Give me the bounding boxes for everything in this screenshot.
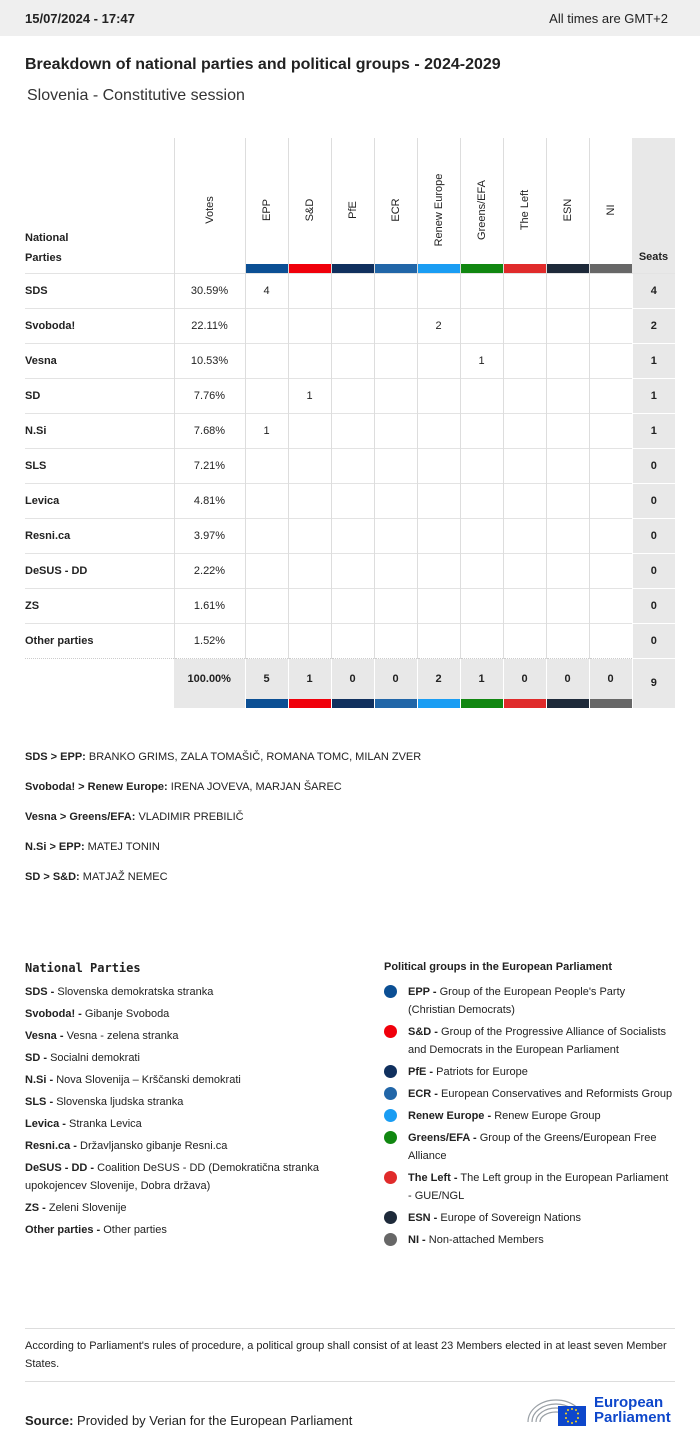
party-name: Levica xyxy=(25,483,174,518)
group-seat-cell xyxy=(503,343,546,378)
group-legend-item: Renew Europe - Renew Europe Group xyxy=(384,1107,674,1125)
party-votes: 2.22% xyxy=(174,553,245,588)
group-seat-cell: 1 xyxy=(460,343,503,378)
group-color-bar xyxy=(547,264,589,273)
assignment-key: Vesna > Greens/EFA: xyxy=(25,811,136,823)
group-color-bar xyxy=(547,699,589,708)
group-total: 0 xyxy=(503,658,546,708)
group-color-bar xyxy=(375,264,417,273)
group-legend-item: Greens/EFA - Group of the Greens/European Free Alliance xyxy=(384,1129,674,1165)
party-votes: 3.97% xyxy=(174,518,245,553)
group-seat-cell xyxy=(589,518,632,553)
group-seat-cell xyxy=(460,308,503,343)
group-seat-cell xyxy=(245,343,288,378)
party-name: Vesna xyxy=(25,343,174,378)
party-seats: 0 xyxy=(632,518,675,553)
group-header-6: The Left xyxy=(503,138,546,273)
group-seat-cell xyxy=(374,378,417,413)
group-color-bar xyxy=(246,264,288,273)
party-votes: 7.76% xyxy=(174,378,245,413)
group-color-bar xyxy=(461,699,503,708)
group-seat-cell xyxy=(288,483,331,518)
party-seats: 2 xyxy=(632,308,675,343)
group-seat-cell xyxy=(460,448,503,483)
group-seat-cell xyxy=(589,553,632,588)
group-dot-icon xyxy=(384,1065,397,1078)
group-color-bar xyxy=(504,264,546,273)
group-header-3: ECR xyxy=(374,138,417,273)
table-row xyxy=(25,588,675,623)
party-seats: 0 xyxy=(632,553,675,588)
group-dot-icon xyxy=(384,1171,397,1184)
table-row xyxy=(25,553,675,588)
group-seat-cell xyxy=(331,308,374,343)
group-legend-item: ESN - Europe of Sovereign Nations xyxy=(384,1209,674,1227)
party-legend-item: Resni.ca - Državljansko gibanje Resni.ca xyxy=(25,1140,228,1152)
assignment-members: VLADIMIR PREBILIČ xyxy=(138,811,244,823)
top-bar xyxy=(0,0,700,36)
group-seat-cell xyxy=(503,623,546,658)
member-assignment xyxy=(25,871,168,883)
group-seat-cell xyxy=(417,343,460,378)
party-legend-item: SLS - Slovenska ljudska stranka xyxy=(25,1096,184,1108)
source-text: Provided by Verian for the European Parliament xyxy=(77,1413,353,1428)
group-seat-cell xyxy=(417,518,460,553)
group-header-5: Greens/EFA xyxy=(460,138,503,273)
group-color-bar xyxy=(332,699,374,708)
party-legend-item: Svoboda! - Gibanje Svoboda xyxy=(25,1008,170,1020)
table-row xyxy=(25,623,675,658)
party-votes: 1.61% xyxy=(174,588,245,623)
group-seat-cell xyxy=(417,413,460,448)
group-seat-cell xyxy=(546,343,589,378)
datetime: 15/07/2024 - 17:47 xyxy=(25,10,135,26)
party-legend-item: SDS - Slovenska demokratska stranka xyxy=(25,986,214,998)
group-header-4: Renew Europe xyxy=(417,138,460,273)
group-seat-cell xyxy=(589,413,632,448)
page-title: Breakdown of national parties and political groups - 2024-2029 xyxy=(25,56,501,73)
group-seat-cell xyxy=(374,273,417,308)
group-seat-cell xyxy=(417,273,460,308)
rules-note: According to Parliament's rules of procedure, a political group shall consist of at least 23 Members elected in at least seven Member States. xyxy=(25,1328,675,1382)
group-seat-cell xyxy=(546,308,589,343)
group-seat-cell xyxy=(331,483,374,518)
group-seat-cell xyxy=(460,273,503,308)
group-seat-cell xyxy=(374,518,417,553)
seats-header: Seats xyxy=(632,138,675,273)
page-subtitle: Slovenia - Constitutive session xyxy=(27,87,245,104)
group-seat-cell xyxy=(503,588,546,623)
group-seat-cell xyxy=(417,378,460,413)
group-seat-cell xyxy=(546,273,589,308)
group-seat-cell xyxy=(331,273,374,308)
group-seat-cell xyxy=(331,378,374,413)
group-seat-cell xyxy=(288,588,331,623)
group-seat-cell xyxy=(546,413,589,448)
group-header-0: EPP xyxy=(245,138,288,273)
parliament-hemicycle-icon xyxy=(524,1392,588,1428)
assignment-key: Svoboda! > Renew Europe: xyxy=(25,781,168,793)
group-seat-cell xyxy=(331,518,374,553)
legend-groups-heading: Political groups in the European Parliament xyxy=(384,961,612,973)
group-seat-cell xyxy=(245,448,288,483)
group-color-bar xyxy=(504,699,546,708)
group-seat-cell xyxy=(589,378,632,413)
member-assignment xyxy=(25,781,342,793)
group-seat-cell xyxy=(288,308,331,343)
group-seat-cell xyxy=(460,553,503,588)
totals-blank xyxy=(25,658,174,708)
group-seat-cell xyxy=(374,553,417,588)
group-seat-cell xyxy=(589,623,632,658)
party-name: Other parties xyxy=(25,623,174,658)
group-seat-cell xyxy=(417,553,460,588)
total-seats: 9 xyxy=(632,658,675,708)
member-assignment xyxy=(25,841,160,853)
group-seat-cell xyxy=(546,553,589,588)
assignment-key: SD > S&D: xyxy=(25,871,80,883)
group-total: 1 xyxy=(288,658,331,708)
group-seat-cell xyxy=(245,518,288,553)
party-legend-item: DeSUS - DD - Coalition DeSUS - DD (Demokratična stranka upokojencev Slovenije, Dobra država) xyxy=(25,1162,320,1192)
member-assignment xyxy=(25,751,421,763)
group-color-bar xyxy=(289,699,331,708)
assignment-members: BRANKO GRIMS, ZALA TOMAŠIČ, ROMANA TOMC, MILAN ZVER xyxy=(88,751,422,763)
group-seat-cell xyxy=(331,553,374,588)
group-dot-icon xyxy=(384,1233,397,1246)
group-seat-cell: 4 xyxy=(245,273,288,308)
group-seat-cell xyxy=(288,273,331,308)
group-total: 0 xyxy=(374,658,417,708)
group-color-bar xyxy=(418,264,460,273)
group-seat-cell xyxy=(503,413,546,448)
group-seat-cell xyxy=(546,623,589,658)
group-seat-cell xyxy=(589,483,632,518)
party-name: SDS xyxy=(25,273,174,308)
group-seat-cell xyxy=(331,413,374,448)
group-header-8: NI xyxy=(589,138,632,273)
source-line xyxy=(25,1413,352,1428)
group-seat-cell xyxy=(245,588,288,623)
group-seat-cell xyxy=(288,518,331,553)
party-legend-item: SD - Socialni demokrati xyxy=(25,1052,140,1064)
group-dot-icon xyxy=(384,1131,397,1144)
group-seat-cell xyxy=(417,448,460,483)
european-parliament-logo xyxy=(524,1390,676,1430)
group-seat-cell xyxy=(245,623,288,658)
source-label: Source: xyxy=(25,1413,74,1428)
group-seat-cell xyxy=(503,553,546,588)
group-color-bar xyxy=(375,699,417,708)
party-name: DeSUS - DD xyxy=(25,553,174,588)
party-votes: 7.21% xyxy=(174,448,245,483)
group-seat-cell xyxy=(589,343,632,378)
group-color-bar xyxy=(332,264,374,273)
group-seat-cell xyxy=(460,413,503,448)
table-row xyxy=(25,413,675,448)
group-seat-cell xyxy=(460,623,503,658)
table-row xyxy=(25,343,675,378)
party-seats: 0 xyxy=(632,448,675,483)
group-color-bar xyxy=(289,264,331,273)
group-seat-cell xyxy=(417,588,460,623)
party-seats: 1 xyxy=(632,378,675,413)
group-dot-icon xyxy=(384,985,397,998)
table-row xyxy=(25,273,675,308)
party-votes: 4.81% xyxy=(174,483,245,518)
group-total: 2 xyxy=(417,658,460,708)
group-seat-cell xyxy=(503,483,546,518)
group-seat-cell xyxy=(288,623,331,658)
party-seats: 1 xyxy=(632,343,675,378)
group-seat-cell: 2 xyxy=(417,308,460,343)
group-total: 0 xyxy=(546,658,589,708)
group-seat-cell xyxy=(331,623,374,658)
party-legend-item: ZS - Zeleni Slovenije xyxy=(25,1202,127,1214)
table-row xyxy=(25,518,675,553)
group-dot-icon xyxy=(384,1087,397,1100)
group-seat-cell xyxy=(245,378,288,413)
group-seat-cell xyxy=(331,343,374,378)
group-seat-cell: 1 xyxy=(245,413,288,448)
group-seat-cell xyxy=(245,553,288,588)
group-legend-item: S&D - Group of the Progressive Alliance of Socialists and Democrats in the European Parliament xyxy=(384,1023,674,1059)
assignment-key: N.Si > EPP: xyxy=(25,841,85,853)
group-seat-cell xyxy=(589,308,632,343)
party-votes: 1.52% xyxy=(174,623,245,658)
party-name: SD xyxy=(25,378,174,413)
group-color-bar xyxy=(418,699,460,708)
party-seats: 0 xyxy=(632,483,675,518)
group-seat-cell xyxy=(503,518,546,553)
party-seats: 0 xyxy=(632,623,675,658)
group-seat-cell xyxy=(374,588,417,623)
group-seat-cell xyxy=(374,483,417,518)
group-seat-cell xyxy=(503,378,546,413)
group-seat-cell xyxy=(288,448,331,483)
group-seat-cell xyxy=(460,588,503,623)
party-seats: 4 xyxy=(632,273,675,308)
timezone-note: All times are GMT+2 xyxy=(549,10,668,26)
group-seat-cell xyxy=(374,448,417,483)
group-seat-cell xyxy=(331,588,374,623)
table-row xyxy=(25,483,675,518)
party-name: Resni.ca xyxy=(25,518,174,553)
group-seat-cell xyxy=(417,623,460,658)
group-total: 1 xyxy=(460,658,503,708)
group-dot-icon xyxy=(384,1025,397,1038)
group-seat-cell xyxy=(589,448,632,483)
group-seat-cell xyxy=(374,343,417,378)
group-color-bar xyxy=(590,699,632,708)
party-seats: 0 xyxy=(632,588,675,623)
assignment-members: IRENA JOVEVA, MARJAN ŠAREC xyxy=(170,781,342,793)
group-dot-icon xyxy=(384,1109,397,1122)
national-parties-legend xyxy=(25,961,365,1243)
group-seat-cell xyxy=(589,588,632,623)
party-legend-item: Vesna - Vesna - zelena stranka xyxy=(25,1030,179,1042)
group-legend-item: The Left - The Left group in the European Parliament - GUE/NGL xyxy=(384,1169,674,1205)
group-color-bar xyxy=(461,264,503,273)
group-seat-cell xyxy=(503,448,546,483)
assignment-key: SDS > EPP: xyxy=(25,751,86,763)
party-legend-item: N.Si - Nova Slovenija – Krščanski demokrati xyxy=(25,1074,241,1086)
results-table xyxy=(25,138,675,708)
group-seat-cell xyxy=(460,518,503,553)
group-seat-cell xyxy=(245,483,288,518)
group-seat-cell xyxy=(546,588,589,623)
group-seat-cell xyxy=(374,623,417,658)
party-legend-item: Other parties - Other parties xyxy=(25,1224,167,1236)
logo-text: European Parliament xyxy=(594,1394,671,1426)
assignment-members: MATJAŽ NEMEC xyxy=(82,871,168,883)
group-header-1: S&D xyxy=(288,138,331,273)
party-votes: 22.11% xyxy=(174,308,245,343)
group-seat-cell xyxy=(331,448,374,483)
group-seat-cell xyxy=(546,518,589,553)
group-seat-cell xyxy=(546,483,589,518)
group-color-bar xyxy=(590,264,633,273)
table-row xyxy=(25,448,675,483)
group-header-7: ESN xyxy=(546,138,589,273)
table-row xyxy=(25,308,675,343)
party-name: SLS xyxy=(25,448,174,483)
group-total: 0 xyxy=(331,658,374,708)
group-seat-cell xyxy=(374,413,417,448)
group-seat-cell xyxy=(460,483,503,518)
votes-header: Votes xyxy=(174,138,245,273)
group-seat-cell xyxy=(288,553,331,588)
group-seat-cell xyxy=(288,343,331,378)
group-legend-item: ECR - European Conservatives and Reformists Group xyxy=(384,1085,674,1103)
party-votes: 30.59% xyxy=(174,273,245,308)
group-seat-cell: 1 xyxy=(288,378,331,413)
group-seat-cell xyxy=(460,378,503,413)
group-dot-icon xyxy=(384,1211,397,1224)
member-assignment xyxy=(25,811,244,823)
table-row xyxy=(25,378,675,413)
assignment-members: MATEJ TONIN xyxy=(87,841,160,853)
legend-parties-heading: National Parties xyxy=(25,961,141,975)
group-legend-item: PfE - Patriots for Europe xyxy=(384,1063,674,1081)
national-parties-header: National Parties xyxy=(25,231,69,264)
party-name: Svoboda! xyxy=(25,308,174,343)
group-seat-cell xyxy=(546,448,589,483)
party-name: ZS xyxy=(25,588,174,623)
group-seat-cell xyxy=(374,308,417,343)
party-legend-item: Levica - Stranka Levica xyxy=(25,1118,142,1130)
total-votes: 100.00% xyxy=(174,658,245,708)
group-legend-item: EPP - Group of the European People's Party (Christian Democrats) xyxy=(384,983,674,1019)
party-name: N.Si xyxy=(25,413,174,448)
group-seat-cell xyxy=(589,273,632,308)
group-color-bar xyxy=(246,699,288,708)
group-seat-cell xyxy=(503,308,546,343)
group-seat-cell xyxy=(503,273,546,308)
party-seats: 1 xyxy=(632,413,675,448)
political-groups-legend xyxy=(384,961,674,1253)
group-total: 5 xyxy=(245,658,288,708)
group-legend-item: NI - Non-attached Members xyxy=(384,1231,674,1249)
group-total: 0 xyxy=(589,658,632,708)
group-seat-cell xyxy=(288,413,331,448)
group-seat-cell xyxy=(417,483,460,518)
group-header-2: PfE xyxy=(331,138,374,273)
group-seat-cell xyxy=(245,308,288,343)
party-votes: 7.68% xyxy=(174,413,245,448)
totals-row xyxy=(25,658,675,708)
party-votes: 10.53% xyxy=(174,343,245,378)
group-seat-cell xyxy=(546,378,589,413)
